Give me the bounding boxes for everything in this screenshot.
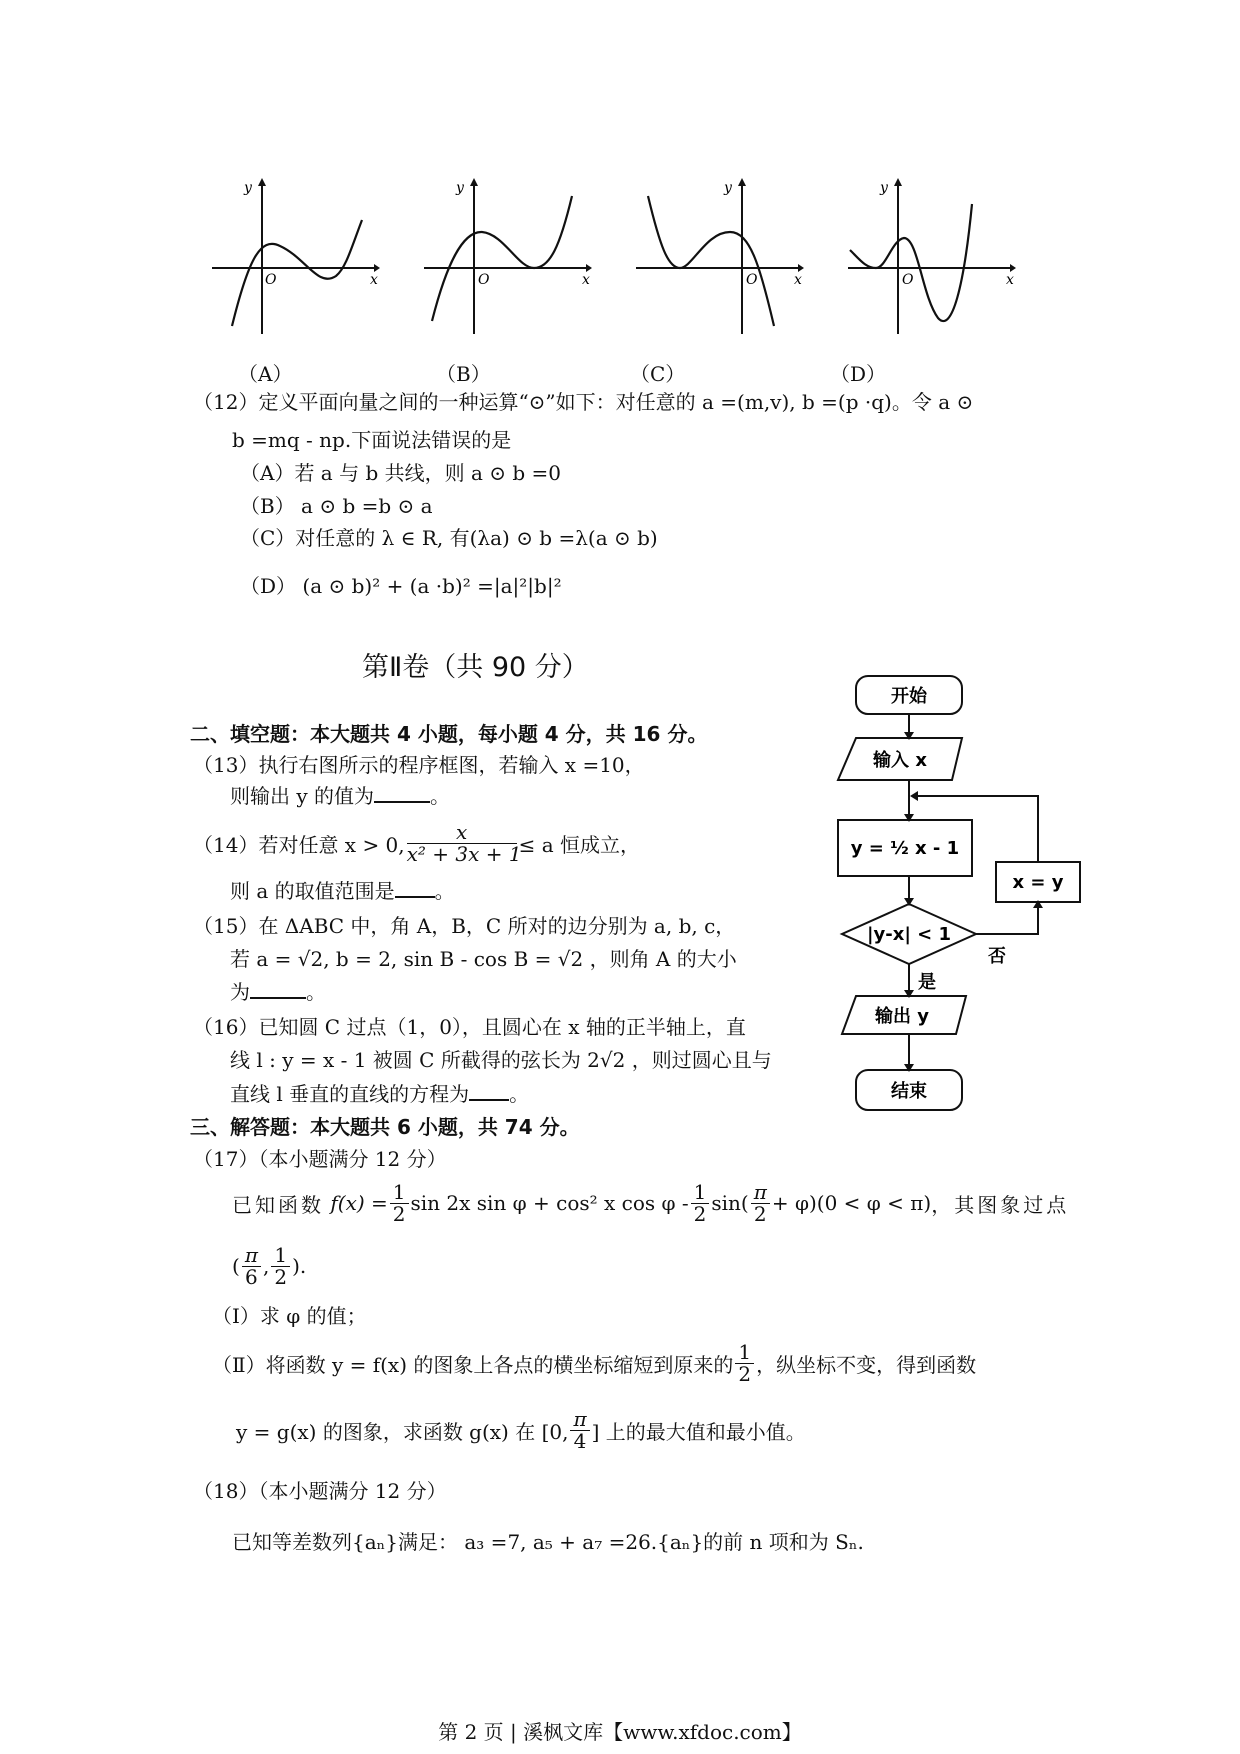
numerator: 1 (691, 1182, 710, 1204)
page-footer: 第 2 页 | 溪枫文库【www.xfdoc.com】 (438, 1720, 802, 1744)
q14-line1 (193, 818, 640, 868)
y-axis-label: y (456, 180, 464, 196)
q13-line2 (230, 780, 450, 809)
q17-part2-c: y = g(x) 的图象，求函数 g(x) 在 [0, (236, 1419, 569, 1444)
q14-prefix: （14）若对任意 x > 0, (193, 832, 405, 857)
q12-line1: （12）定义平面向量之间的一种运算“⊙”如下：对任意的 a =(m,v), b =(p ·q)。令 a ⊙ (193, 390, 974, 414)
q16-period: 。 (509, 1082, 530, 1106)
q17-point-half (271, 1242, 290, 1289)
q16-line3 (230, 1078, 529, 1107)
q12-option-c: （C）对任意的 λ ∈ R, 有(λa) ⊙ b =λ(a ⊙ b) (240, 526, 658, 550)
q14-suffix: ≤ a 恒成立， (518, 832, 641, 857)
q15-period: 。 (306, 980, 326, 1004)
q14-numerator: x (407, 822, 517, 844)
y-axis-label: y (724, 180, 732, 196)
comma: , (262, 1254, 270, 1278)
q17-part2-a: （Ⅱ）将函数 y = f(x) 的图象上各点的横坐标缩短到原来的 (212, 1352, 734, 1377)
q16-text: 直线 l 垂直的直线的方程为 (230, 1082, 470, 1106)
option-a-label: （A） (238, 362, 293, 386)
q14-fraction (406, 819, 522, 866)
q12-option-b: （B） a ⊙ b =b ⊙ a (240, 494, 433, 518)
q17-part2-line1 (212, 1335, 976, 1391)
numerator: 1 (271, 1245, 290, 1267)
q15-answer-blank[interactable] (250, 997, 306, 999)
flow-no-label: 否 (988, 946, 1006, 967)
option-c-label: （C） (630, 362, 686, 386)
flow-input: 输入 x (873, 750, 927, 771)
origin-label: O (746, 272, 758, 288)
q12-line2: b =mq - np.下面说法错误的是 (232, 428, 512, 452)
denominator: 2 (274, 1264, 288, 1289)
q14-answer-blank[interactable] (395, 896, 435, 898)
x-axis-label: x (794, 272, 802, 288)
q15-line1: （15）在 ΔABC 中，角 A，B，C 所对的边分别为 a, b, c， (193, 914, 736, 938)
flow-assign: x = y (1012, 872, 1064, 893)
q17-part2-b: ，纵坐标不变，得到函数 (756, 1352, 977, 1377)
graph-option-b (422, 176, 592, 336)
origin-label: O (265, 272, 277, 288)
numerator: π (570, 1409, 589, 1431)
q13-period: 。 (430, 784, 451, 808)
paren-open: ( (232, 1254, 240, 1278)
origin-label: O (478, 272, 490, 288)
section3-heading: 三、解答题：本大题共 6 小题，共 74 分。 (190, 1115, 580, 1139)
q12-option-a: （A）若 a 与 b 共线，则 a ⊙ b =0 (240, 461, 561, 485)
flow-output: 输出 y (875, 1006, 929, 1027)
denominator: 6 (245, 1264, 258, 1289)
origin-label: O (902, 272, 914, 288)
q17-pi-over-4 (570, 1406, 589, 1453)
flow-start: 开始 (891, 686, 927, 707)
q16-line2: 线 l : y = x - 1 被圆 C 所截得的弦长为 2√2 ，则过圆心且与 (230, 1048, 772, 1072)
q12-option-d: （D） (a ⊙ b)² + (a ·b)² =|a|²|b|² (240, 574, 562, 598)
q17-half-2 (691, 1179, 710, 1226)
q17-point (232, 1238, 306, 1294)
q13-line1: （13）执行右图所示的程序框图，若输入 x =10， (193, 753, 645, 777)
q17-part1: （Ⅰ）求 φ 的值； (212, 1304, 367, 1328)
graph-option-c (634, 176, 804, 336)
q13-answer-blank[interactable] (374, 801, 430, 803)
q15-text: 为 (230, 980, 250, 1004)
q14-line2 (230, 875, 455, 904)
q17-sin-open: sin( (711, 1191, 749, 1215)
q18-line1: 已知等差数列{aₙ}满足： a₃ =7, a₅ + a₇ =26.{aₙ}的前 n 项和为 Sₙ. (232, 1530, 864, 1554)
y-axis-label: y (244, 180, 252, 196)
option-b-label: （B） (436, 362, 491, 386)
denominator: 4 (573, 1428, 587, 1453)
q16-answer-blank[interactable] (469, 1099, 509, 1101)
numerator: π (751, 1182, 770, 1204)
x-axis-label: x (1006, 272, 1014, 288)
flow-decision: |y-x| < 1 (866, 924, 952, 945)
flow-end: 结束 (891, 1081, 927, 1102)
q14-denominator: x² + 3x + 1 (406, 841, 522, 866)
q15-line3 (230, 976, 326, 1005)
denominator: 2 (753, 1201, 767, 1226)
part2-title: 第Ⅱ卷（共 90 分） (362, 652, 589, 683)
q17-pi-over-2 (751, 1179, 770, 1226)
y-axis-label: y (880, 180, 888, 196)
paren-close: ). (292, 1254, 307, 1278)
x-axis-label: x (582, 272, 590, 288)
option-d-label: （D） (830, 362, 887, 386)
q15-line2: 若 a = √2, b = 2, sin B - cos B = √2 ，则角 A 的大小 (230, 947, 737, 971)
q17-half-1 (390, 1179, 409, 1226)
q17-mid: sin 2x sin φ + cos² x cos φ - (410, 1191, 689, 1215)
denominator: 2 (392, 1201, 406, 1226)
q17-header: （17）（本小题满分 12 分） (193, 1147, 447, 1171)
q17-function (232, 1175, 1069, 1231)
q17-pi-over-6 (242, 1242, 261, 1289)
q18-header: （18）（本小题满分 12 分） (193, 1479, 447, 1503)
numerator: π (242, 1245, 261, 1267)
q17-tail: + φ)(0 < φ < π) (771, 1191, 932, 1215)
q17-lead: 已知函数 (232, 1192, 324, 1217)
q17-f: f(x) = (330, 1191, 388, 1215)
graph-option-d (846, 176, 1016, 336)
q13-text: 则输出 y 的值为 (230, 784, 375, 808)
q17-tail2: ，其图象过点 (931, 1192, 1070, 1217)
flow-compute: y = ½ x - 1 (850, 838, 960, 859)
q17-part2-half (735, 1339, 754, 1386)
q16-line1: （16）已知圆 C 过点（1，0），且圆心在 x 轴的正半轴上，直 (193, 1015, 746, 1039)
q14-text: 则 a 的取值范围是 (230, 879, 395, 903)
numerator: 1 (390, 1182, 409, 1204)
q14-period: 。 (434, 879, 455, 903)
q17-part2-d: ] 上的最大值和最小值。 (591, 1419, 806, 1444)
denominator: 2 (738, 1361, 752, 1386)
program-flowchart (828, 672, 1090, 1144)
flow-yes-label: 是 (918, 972, 936, 993)
x-axis-label: x (370, 272, 378, 288)
section2-heading: 二、填空题：本大题共 4 小题，每小题 4 分，共 16 分。 (190, 722, 708, 746)
graph-option-a (210, 176, 380, 336)
q17-part2-line2 (236, 1402, 806, 1458)
denominator: 2 (693, 1201, 707, 1226)
numerator: 1 (735, 1342, 754, 1364)
